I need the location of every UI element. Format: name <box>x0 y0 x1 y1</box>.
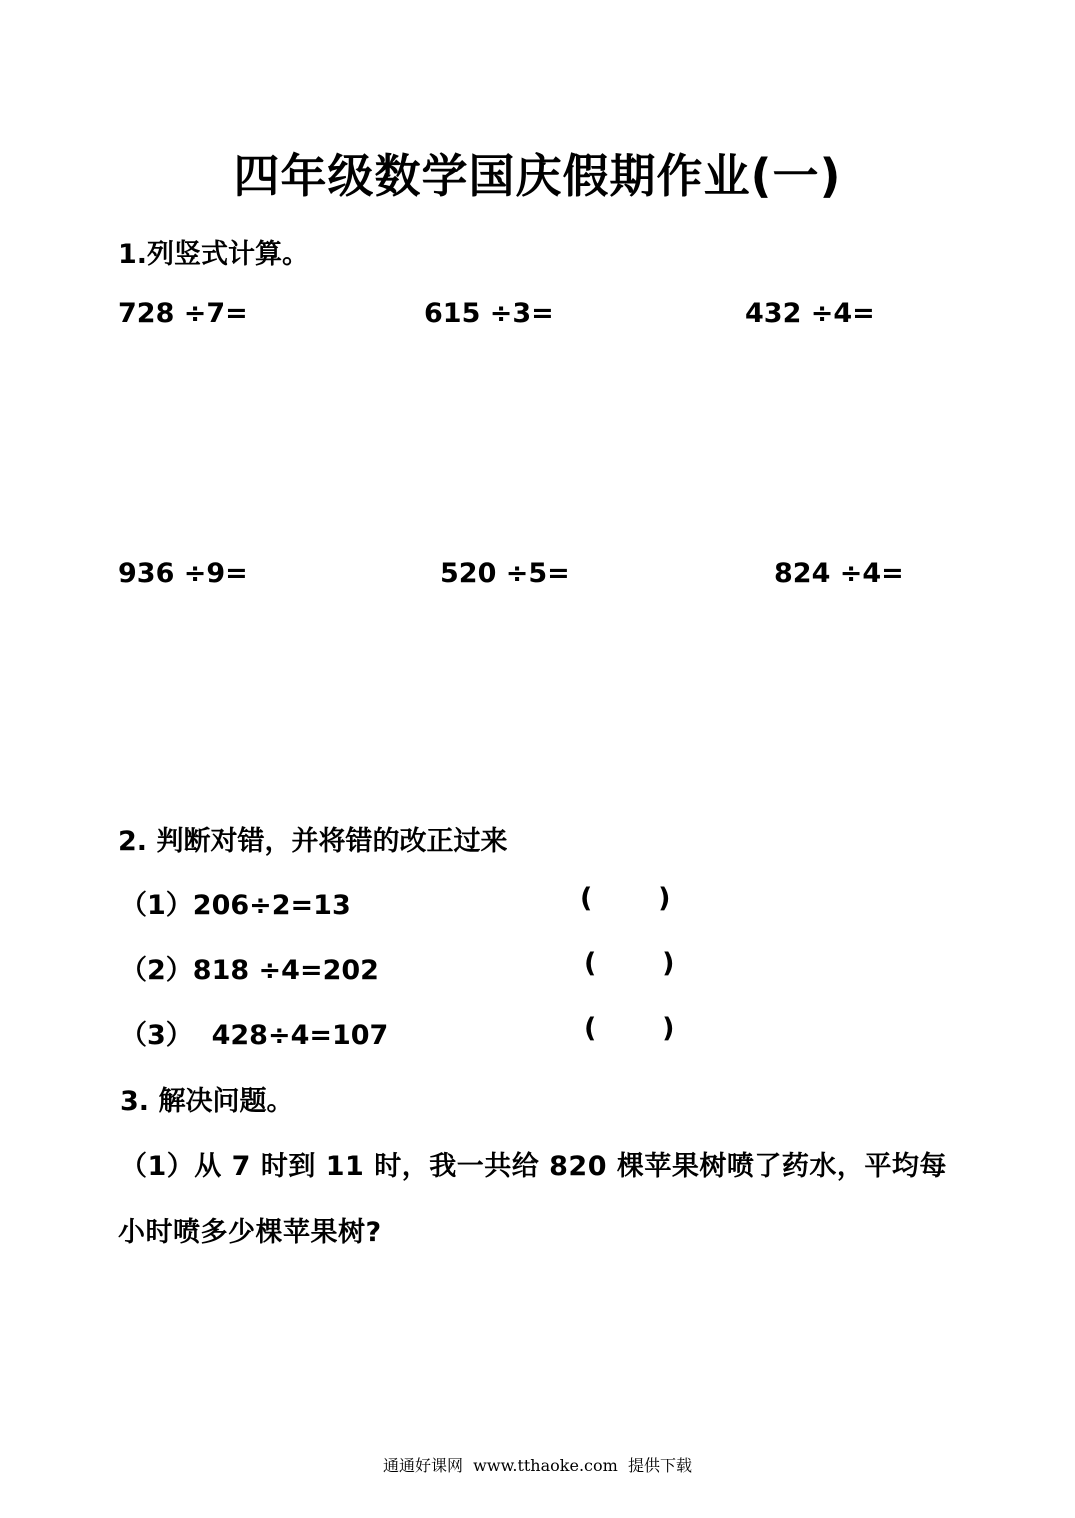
section-3-heading: 3. 解决问题。 <box>120 1086 294 1117</box>
judge-item-3-label: （3） 428÷4=107 <box>120 1020 389 1051</box>
expression-4: 936 ÷9= <box>118 558 248 589</box>
judge-item-2-answer-bracket: ( ) <box>584 948 675 979</box>
section-1-heading: 1.列竖式计算。 <box>118 239 310 270</box>
judge-item-2-label: （2）818 ÷4=202 <box>120 955 379 986</box>
footer-source-note: 通通好课网 www.tthaoke.com 提供下载 <box>383 1456 692 1475</box>
expression-6: 824 ÷4= <box>774 558 904 589</box>
judge-item-3-answer-bracket: ( ) <box>584 1013 675 1044</box>
expression-3: 432 ÷4= <box>745 298 875 329</box>
problem-1-text-line-2: 小时喷多少棵苹果树? <box>118 1217 382 1248</box>
page-title: 四年级数学国庆假期作业(一) <box>233 149 842 203</box>
section-2-heading: 2. 判断对错，并将错的改正过来 <box>118 826 508 857</box>
expression-2: 615 ÷3= <box>424 298 554 329</box>
judge-item-1-label: （1）206÷2=13 <box>120 890 351 921</box>
judge-item-1-answer-bracket: ( ) <box>580 883 671 914</box>
expression-5: 520 ÷5= <box>440 558 570 589</box>
problem-1-text-line-1: （1）从 7 时到 11 时，我一共给 820 棵苹果树喷了药水，平均每 <box>120 1151 947 1182</box>
expression-1: 728 ÷7= <box>118 298 248 329</box>
